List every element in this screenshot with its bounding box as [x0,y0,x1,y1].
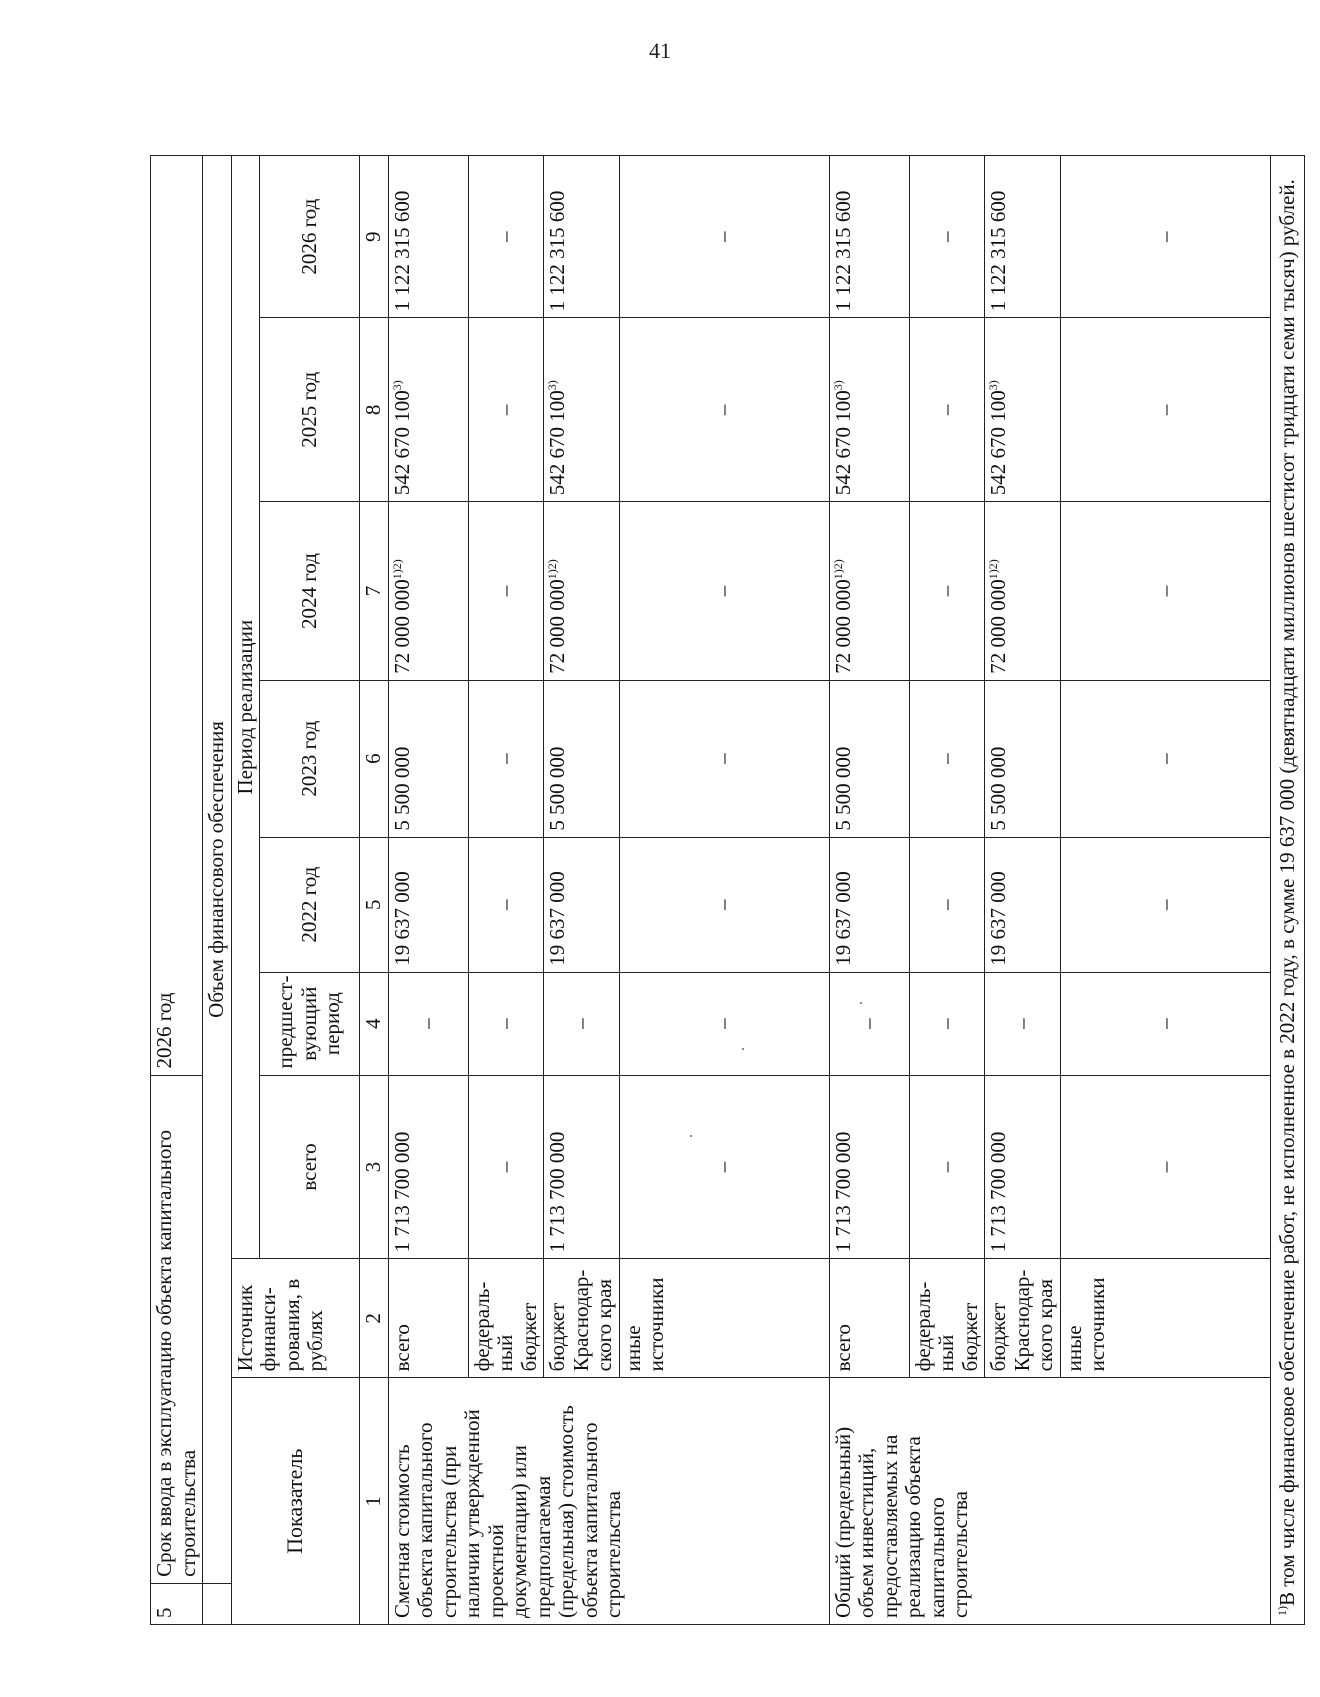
cell-value: – [1152,899,1177,910]
footnote-reference: 1)2) [389,559,404,580]
footnote-reference: 3) [986,380,1001,391]
row5-value: 2026 год [151,156,203,1076]
header-year-2024: 2024 год [260,502,360,680]
col-number-1: 1 [360,1378,389,1625]
cell-value: – [493,753,518,764]
year-2024-cell [985,502,1061,680]
cell-value: – [711,404,736,416]
header-year-2023: 2023 год [260,680,360,837]
footnote-reference: 1)2) [545,559,560,580]
total-cell [985,1075,1061,1259]
cell-value: 1 713 700 000 [986,1131,1011,1253]
cell-value: 19 637 000 [830,871,855,966]
year-2022-cell [388,837,468,972]
cell-value: 72 000 000 [389,579,414,674]
cell-value: – [711,1018,736,1029]
cell-value: 5 500 000 [986,746,1011,831]
section-title: Объем финансового обеспечения [203,156,232,1584]
year-2024-cell [468,502,544,680]
indicator-cell: Общий (предельный) объем инвестиций, предоставляемых на реализацию объекта капитального строительства [829,1378,1270,1625]
year-2026-cell [909,156,985,318]
table-row [388,156,468,1625]
col-number-9: 9 [360,156,389,318]
cell-value: – [1152,1018,1177,1029]
cell-value: – [493,585,518,597]
cell-value: 1 122 315 600 [545,190,570,312]
source-cell [468,1259,544,1378]
source-cell [619,1259,829,1378]
year-2026-cell [619,156,829,318]
cell-value: – [493,1161,518,1173]
cell-value: – [568,1018,593,1029]
rotated-page-content [150,95,1299,1625]
cell-value: – [856,1018,881,1029]
cell-value: федераль-ный бюджет [910,1281,982,1372]
cell-value: – [711,585,736,597]
total-cell [388,1075,468,1259]
year-2026-cell [468,156,544,318]
header-row-1 [231,156,260,1625]
cell-value: иные источники [1061,1277,1110,1372]
footnote-marker: 1) [1274,1606,1289,1616]
footnote-reference: 1)2) [986,559,1001,580]
cell-value: – [1152,404,1177,416]
year-2024-cell [544,502,620,680]
year-2026-cell [388,156,468,318]
header-year-2026: 2026 год [260,156,360,318]
year-2026-cell [544,156,620,318]
cell-value: бюджет Краснодар-ского края [545,1269,617,1372]
year-2023-cell [985,680,1061,837]
col-number-3: 3 [360,1075,389,1259]
cell-value: – [1009,1018,1034,1029]
cell-value: всего [389,1324,414,1372]
previous-period-cell [985,972,1061,1075]
total-cell [619,1075,829,1259]
year-2022-cell [468,837,544,972]
scan-speck [742,1048,744,1050]
source-cell [909,1259,985,1378]
year-2026-cell [1060,156,1270,318]
cell-value: – [711,231,736,242]
header-year-2022: 2022 год [260,837,360,972]
year-2025-cell [388,318,468,502]
year-2024-cell [619,502,829,680]
total-cell [468,1075,544,1259]
cell-value: иные источники [620,1277,669,1372]
cell-value: – [1152,753,1177,764]
cell-value: – [934,1161,959,1173]
cell-value: – [493,899,518,910]
total-cell [1060,1075,1270,1259]
cell-value: бюджет Краснодар-ского края [986,1269,1058,1372]
source-cell [388,1259,468,1378]
source-cell [1060,1259,1270,1378]
scan-speck [860,1002,862,1004]
cell-value: 1 122 315 600 [830,190,855,312]
source-cell [544,1259,620,1378]
previous-period-cell [544,972,620,1075]
financing-table [150,155,1271,1625]
cell-value: 1 122 315 600 [986,190,1011,312]
previous-period-cell [829,972,909,1075]
year-2023-cell [544,680,620,837]
cell-value: 1 713 700 000 [545,1131,570,1253]
previous-period-cell [1060,972,1270,1075]
cell-value: – [711,899,736,910]
total-cell [829,1075,909,1259]
cell-value: 5 500 000 [389,746,414,831]
source-cell [985,1259,1061,1378]
previous-period-cell [388,972,468,1075]
cell-value: 1 713 700 000 [389,1131,414,1253]
total-cell [909,1075,985,1259]
footnote-reference: 3) [545,380,560,391]
year-2022-cell [909,837,985,972]
col-number-6: 6 [360,680,389,837]
year-2023-cell [1060,680,1270,837]
year-2025-cell [1060,318,1270,502]
footnote-text: В том числе финансовое обеспечение работ, не исполненное в 2022 году, в сумме 19 637 000 (девятнадцати миллионов шестисот тридцати семи тысяч) рублей. [1274,179,1299,1606]
header-source: Источник финанси-рования, в рублях [231,1259,360,1378]
cell-value: – [711,1161,736,1173]
year-2025-cell [544,318,620,502]
year-2025-cell [619,318,829,502]
year-2026-cell [985,156,1061,318]
year-2025-cell [468,318,544,502]
table-row [829,156,909,1625]
year-2022-cell [619,837,829,972]
year-2024-cell [829,502,909,680]
year-2022-cell [1060,837,1270,972]
year-2024-cell [388,502,468,680]
cell-value: 542 670 100 [545,390,570,496]
header-year-2025: 2025 год [260,318,360,502]
previous-period-cell [619,972,829,1075]
col-number-8: 8 [360,318,389,502]
cell-value: 72 000 000 [986,579,1011,674]
cell-value: 72 000 000 [545,579,570,674]
source-cell [829,1259,909,1378]
year-2022-cell [829,837,909,972]
cell-value: – [934,231,959,242]
cell-value: – [934,753,959,764]
indicator-cell: Сметная стоимость объекта капитального строительства (при наличии утвержденной проектной документации) или предполагаемая (предельная) стоимость объекта капитального строительства [388,1378,829,1625]
year-2025-cell [829,318,909,502]
col-number-5: 5 [360,837,389,972]
cell-value: 1 122 315 600 [389,190,414,312]
cell-value: 19 637 000 [389,871,414,966]
year-2023-cell [468,680,544,837]
year-2022-cell [985,837,1061,972]
footnote [1271,155,1305,1625]
cell-value: – [1152,585,1177,597]
year-2023-cell [388,680,468,837]
cell-value: – [934,404,959,416]
previous-period-cell [909,972,985,1075]
cell-value: – [934,899,959,910]
year-2022-cell [544,837,620,972]
page-number: 41 [649,38,671,63]
header-previous: предшест-вующий период [260,972,360,1075]
row-commissioning-date [151,156,203,1625]
cell-value: 19 637 000 [545,871,570,966]
header-indicator: Показатель [231,1378,360,1625]
cell-value: 72 000 000 [830,579,855,674]
column-numbers-row [360,156,389,1625]
scan-speck [690,1135,692,1137]
footnote-reference: 3) [389,380,404,391]
cell-value: всего [830,1324,855,1372]
cell-value: 5 500 000 [830,746,855,831]
cell-value: – [493,1018,518,1029]
cell-value: – [934,1018,959,1029]
cell-value: 19 637 000 [986,871,1011,966]
total-cell [544,1075,620,1259]
cell-value: 5 500 000 [545,746,570,831]
cell-value: – [1152,1161,1177,1173]
year-2023-cell [829,680,909,837]
cell-value: 542 670 100 [389,390,414,496]
footnote-reference: 3) [830,380,845,391]
cell-value: – [934,585,959,597]
year-2024-cell [1060,502,1270,680]
cell-value: федераль-ный бюджет [469,1281,541,1372]
year-2023-cell [909,680,985,837]
cell-value: – [415,1018,440,1029]
cell-value: – [711,753,736,764]
cell-value: – [493,404,518,416]
year-2026-cell [829,156,909,318]
col-number-7: 7 [360,502,389,680]
previous-period-cell [468,972,544,1075]
footnote-reference: 1)2) [830,559,845,580]
cell-value: 1 713 700 000 [830,1131,855,1253]
cell-value: 542 670 100 [986,390,1011,496]
col-number-4: 4 [360,972,389,1075]
header-total: всего [260,1075,360,1259]
year-2025-cell [985,318,1061,502]
year-2025-cell [909,318,985,502]
cell-value: 542 670 100 [830,390,855,496]
year-2024-cell [909,502,985,680]
col-number-2: 2 [360,1259,389,1378]
section-title-row [203,156,232,1625]
year-2023-cell [619,680,829,837]
row5-number: 5 [151,1583,203,1624]
cell-value: – [1152,231,1177,242]
header-period: Период реализации [231,156,260,1259]
cell-value: – [493,231,518,242]
row5-label: Срок ввода в эксплуатацию объекта капитального строительства [151,1075,203,1583]
